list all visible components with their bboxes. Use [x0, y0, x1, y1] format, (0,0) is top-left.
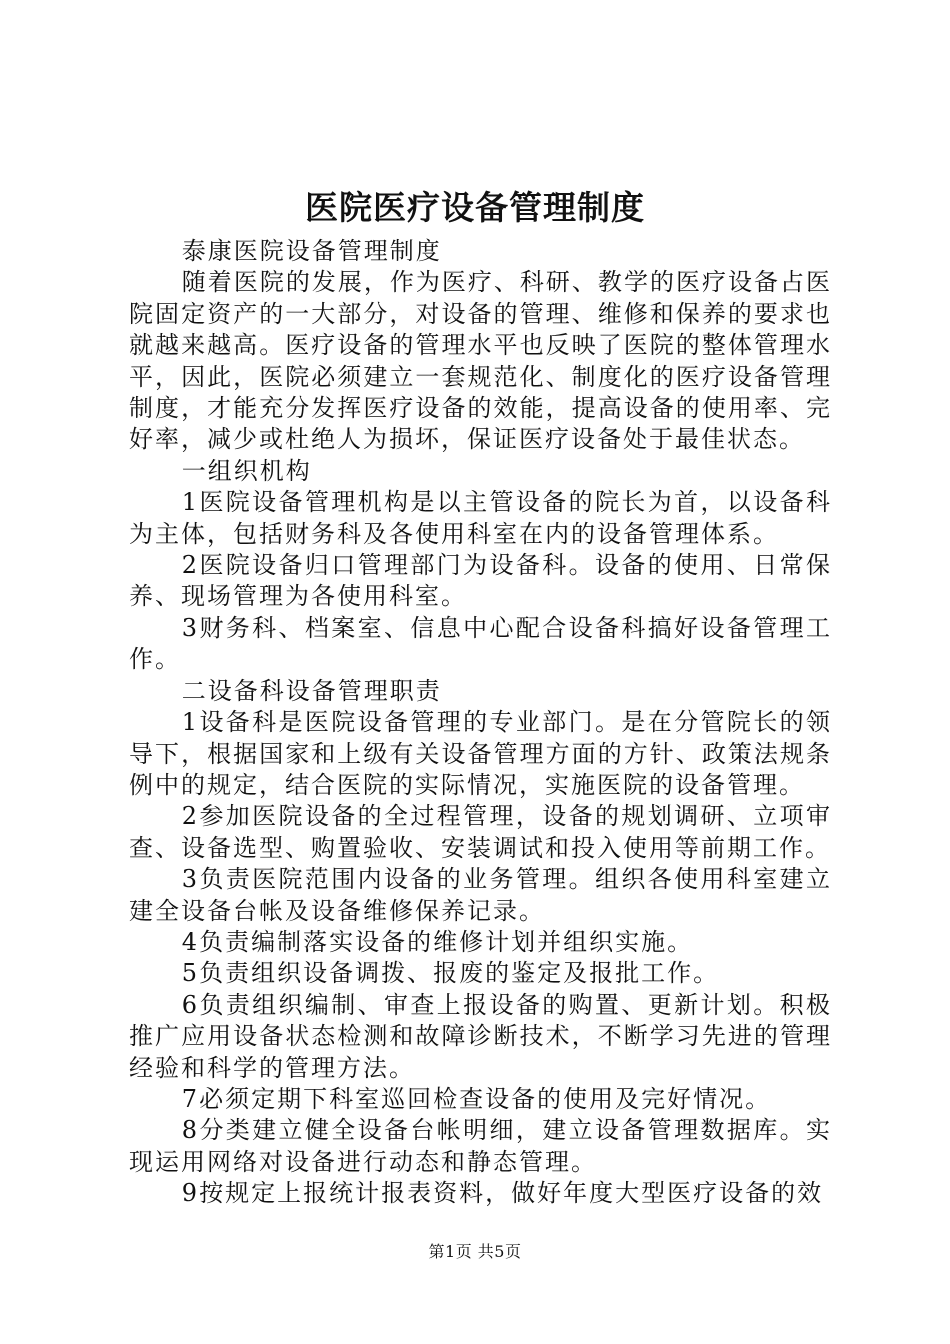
- section-heading-responsibilities: 二设备科设备管理职责: [181, 676, 442, 705]
- page-number-footer: 第1页 共5页: [428, 1242, 522, 1261]
- paragraph-item: 2参加医院设备的全过程管理，设备的规划调研、立项审查、设备选型、购置验收、安装调试和投入使用等前期工作。: [129, 802, 832, 862]
- paragraph-item: 1设备科是医院设备管理的专业部门。是在分管院长的领导下，根据国家和上级有关设备管理方面的方针、政策法规条例中的规定，结合医院的实际情况，实施医院的设备管理。: [129, 708, 832, 799]
- document-body: [129, 236, 832, 1210]
- paragraph-item: 8分类建立健全设备台帐明细，建立设备管理数据库。实现运用网络对设备进行动态和静态管理。: [129, 1116, 832, 1176]
- paragraph-hospital-name: 泰康医院设备管理制度: [181, 237, 442, 265]
- paragraph-item: 3负责医院范围内设备的业务管理。组织各使用科室建立建全设备台帐及设备维修保养记录。: [129, 865, 832, 925]
- section-heading-organization: 一组织机构: [181, 456, 312, 485]
- paragraph-item: 6负责组织编制、审查上报设备的购置、更新计划。积极推广应用设备状态检测和故障诊断技术，不断学习先进的管理经验和科学的管理方法。: [129, 990, 832, 1082]
- paragraph-item: 4负责编制落实设备的维修计划并组织实施。: [181, 927, 694, 956]
- paragraph-item: 2医院设备归口管理部门为设备科。设备的使用、日常保养、现场管理为各使用科室。: [129, 551, 832, 611]
- paragraph-item: 7必须定期下科室巡回检查设备的使用及完好情况。: [181, 1084, 772, 1113]
- document-title: 医院医疗设备管理制度: [305, 188, 645, 227]
- paragraph-introduction: 随着医院的发展，作为医疗、科研、教学的医疗设备占医院固定资产的一大部分，对设备的管理、维修和保养的要求也就越来越高。医疗设备的管理水平也反映了医院的整体管理水平，因此，医院必须建立一套规范化、制度化的医疗设备管理制度，才能充分发挥医疗设备的效能，提高设备的使用率、完好率，减少或杜绝人为损坏，保证医疗设备处于最佳状态。: [129, 268, 832, 454]
- paragraph-item: 3财务科、档案室、信息中心配合设备科搞好设备管理工作。: [129, 613, 832, 674]
- paragraph-item: 1医院设备管理机构是以主管设备的院长为首，以设备科为主体，包括财务科及各使用科室在内的设备管理体系。: [129, 488, 832, 548]
- paragraph-item: 5负责组织设备调拨、报废的鉴定及报批工作。: [181, 959, 720, 988]
- paragraph-item: 9按规定上报统计报表资料，做好年度大型医疗设备的效: [181, 1179, 824, 1208]
